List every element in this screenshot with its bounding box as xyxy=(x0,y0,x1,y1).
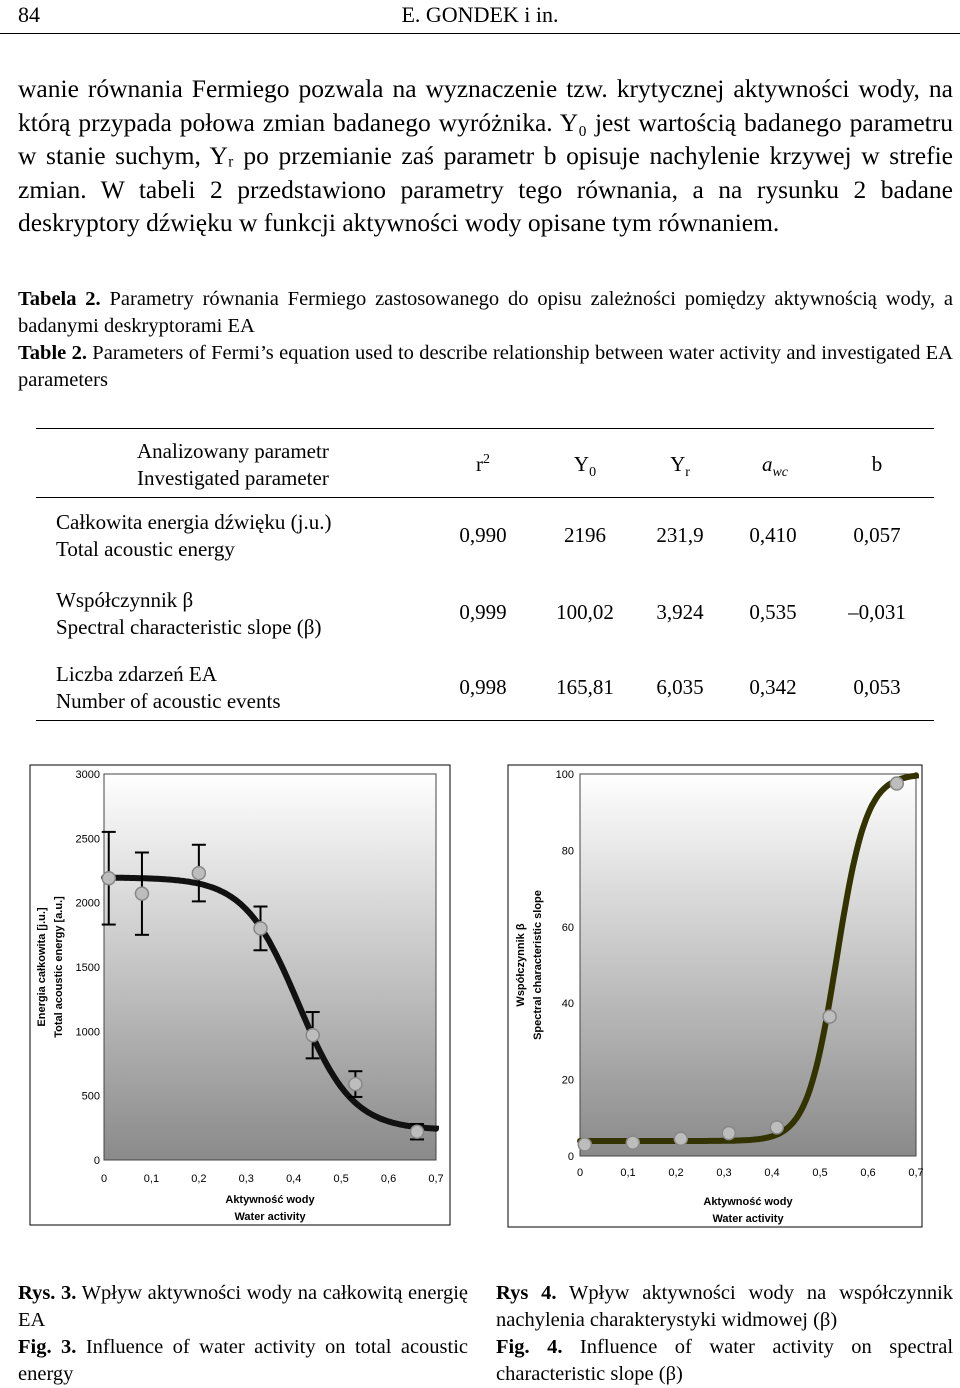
data-point xyxy=(770,1121,783,1134)
col-header-yr: $Y_r$ xyxy=(670,452,690,481)
y-tick-label: 3000 xyxy=(75,769,100,781)
y-tick-label: 2000 xyxy=(75,897,100,910)
data-point xyxy=(823,1010,836,1023)
table-row-name: Całkowita energia dźwięku (j.u.) Total acoustic energy xyxy=(56,510,332,561)
x-axis-label: Aktywność wody xyxy=(225,1194,315,1206)
y-axis-label-en: Spectral characteristic slope xyxy=(532,890,544,1040)
y-tick-label: 80 xyxy=(561,845,574,858)
y-axis-label-en: Total acoustic energy [a.u.] xyxy=(53,896,65,1038)
cell-b: –0,031 xyxy=(848,600,906,624)
y-tick-label: 0 xyxy=(93,1155,100,1167)
data-point xyxy=(306,1029,319,1042)
data-point xyxy=(102,872,115,885)
cell-y0: 165,81 xyxy=(556,675,614,699)
y-tick-label: 2500 xyxy=(75,833,100,846)
x-tick-label: 0,1 xyxy=(620,1167,636,1179)
y-tick-label: 1500 xyxy=(75,962,100,974)
data-point xyxy=(349,1078,362,1091)
y-tick-label: 100 xyxy=(555,769,574,781)
figure-4-caption: Rys 4. Wpływ aktywności wody na współczynnik nachylenia charakterystyki widmowej (β) Fig. 4. Influence of water activity on spectral characteristic slope (β) xyxy=(496,1282,954,1385)
x-tick-label: 0,2 xyxy=(191,1173,207,1185)
x-tick-label: 0,5 xyxy=(812,1167,828,1179)
figure-3-caption: Rys. 3. Wpływ aktywności wody na całkowitą energię EA Fig. 3. Influence of water activity on total acoustic energy xyxy=(18,1282,469,1385)
data-point xyxy=(192,867,205,880)
cell-yr: 6,035 xyxy=(656,675,704,699)
cell-yr: 231,9 xyxy=(656,523,704,547)
data-point xyxy=(626,1136,639,1149)
data-point xyxy=(578,1138,591,1151)
y-axis-label: Energia całkowita [j.u.] xyxy=(36,907,48,1027)
col-header-awc: $a_{wc}$ xyxy=(761,452,789,481)
table-caption-pl-text: Parametry równania Fermiego zastosowanego do opisu zależności pomiędzy aktywnością wody, a badanymi deskryptorami EA xyxy=(18,288,953,337)
table-row-name: Współczynnik β Spectral characteristic slope (β) xyxy=(56,588,322,639)
data-point xyxy=(674,1132,687,1145)
table-row-name: Liczba zdarzeń EA Number of acoustic events xyxy=(56,662,281,713)
cell-r2: 0,998 xyxy=(459,675,507,699)
cell-b: 0,053 xyxy=(853,675,901,699)
x-tick-label: 0,7 xyxy=(428,1173,444,1185)
x-tick-label: 0,6 xyxy=(380,1173,397,1185)
x-axis-label: Aktywność wody xyxy=(703,1196,793,1208)
cell-awc: 0,535 xyxy=(749,600,797,624)
cell-awc: 0,342 xyxy=(749,675,797,699)
x-tick-label: 0,4 xyxy=(764,1167,780,1179)
y-tick-label: 20 xyxy=(561,1074,574,1087)
cell-yr: 3,924 xyxy=(656,600,704,624)
col-header-r2: $r^2$ xyxy=(476,452,490,476)
x-tick-label: 0,5 xyxy=(333,1173,349,1185)
x-tick-label: 0 xyxy=(576,1167,584,1179)
chart-3 xyxy=(30,765,450,1225)
x-tick-label: 0,6 xyxy=(860,1167,876,1179)
x-axis-label-en: Water activity xyxy=(234,1211,306,1223)
chart-4 xyxy=(508,765,924,1227)
table-header-param-en: Investigated parameter xyxy=(137,466,329,490)
table-caption-pl-label: Tabela 2. xyxy=(18,288,101,310)
cell-y0: 2196 xyxy=(564,523,606,547)
table-header-param-pl: Analizowany parametr xyxy=(137,439,329,463)
body-paragraph: wanie równania Fermiego pozwala na wyznaczenie tzw. krytycznej aktywności wody, na którą przypada połowa zmian badanego wyróżnika. Y₀ jest wartością badanego parametru w stanie suchym, Yᵣ po przemianie zaś parametr b opisuje nachylenie krzywej w strefie zmian. W tabeli 2 przedstawiono parametry tego równania, a na rysunku 2 badane deskryptory dźwięku w funkcji aktywności wody opisane tym równaniem. xyxy=(18,74,953,237)
y-tick-label: 0 xyxy=(567,1151,574,1163)
x-tick-label: 0,1 xyxy=(143,1173,160,1185)
data-point xyxy=(722,1127,735,1140)
page-number: 84 xyxy=(18,2,40,27)
col-header-b: b xyxy=(871,452,883,476)
x-tick-label: 0,3 xyxy=(238,1173,254,1185)
y-axis-label: Współczynnik β xyxy=(515,923,527,1007)
cell-b: 0,057 xyxy=(853,523,901,547)
cell-awc: 0,410 xyxy=(749,523,797,547)
x-tick-label: 0 xyxy=(100,1173,108,1185)
col-header-y0: $Y_0$ xyxy=(573,452,597,481)
x-axis-label-en: Water activity xyxy=(712,1213,784,1225)
cell-r2: 0,999 xyxy=(459,600,507,624)
table-caption-en-label: Table 2. xyxy=(18,342,87,364)
plot-area xyxy=(580,774,916,1156)
y-tick-label: 60 xyxy=(561,921,574,934)
x-tick-label: 0,7 xyxy=(908,1167,924,1179)
table-caption-en-text: Parameters of Fermi’s equation used to describe relationship between water activity and investigated EA parameters xyxy=(18,342,953,391)
y-tick-label: 500 xyxy=(81,1090,100,1103)
running-header: E. GONDEK i in. xyxy=(401,2,559,27)
cell-y0: 100,02 xyxy=(556,600,614,624)
cell-r2: 0,990 xyxy=(459,523,507,547)
data-point xyxy=(890,777,903,790)
data-point xyxy=(254,922,267,935)
y-tick-label: 40 xyxy=(561,998,574,1011)
x-tick-label: 0,3 xyxy=(716,1167,732,1179)
plot-area xyxy=(104,774,436,1160)
data-point xyxy=(135,887,148,900)
x-tick-label: 0,2 xyxy=(668,1167,684,1179)
y-tick-label: 1000 xyxy=(75,1026,100,1039)
data-point xyxy=(411,1125,424,1138)
x-tick-label: 0,4 xyxy=(286,1173,302,1185)
